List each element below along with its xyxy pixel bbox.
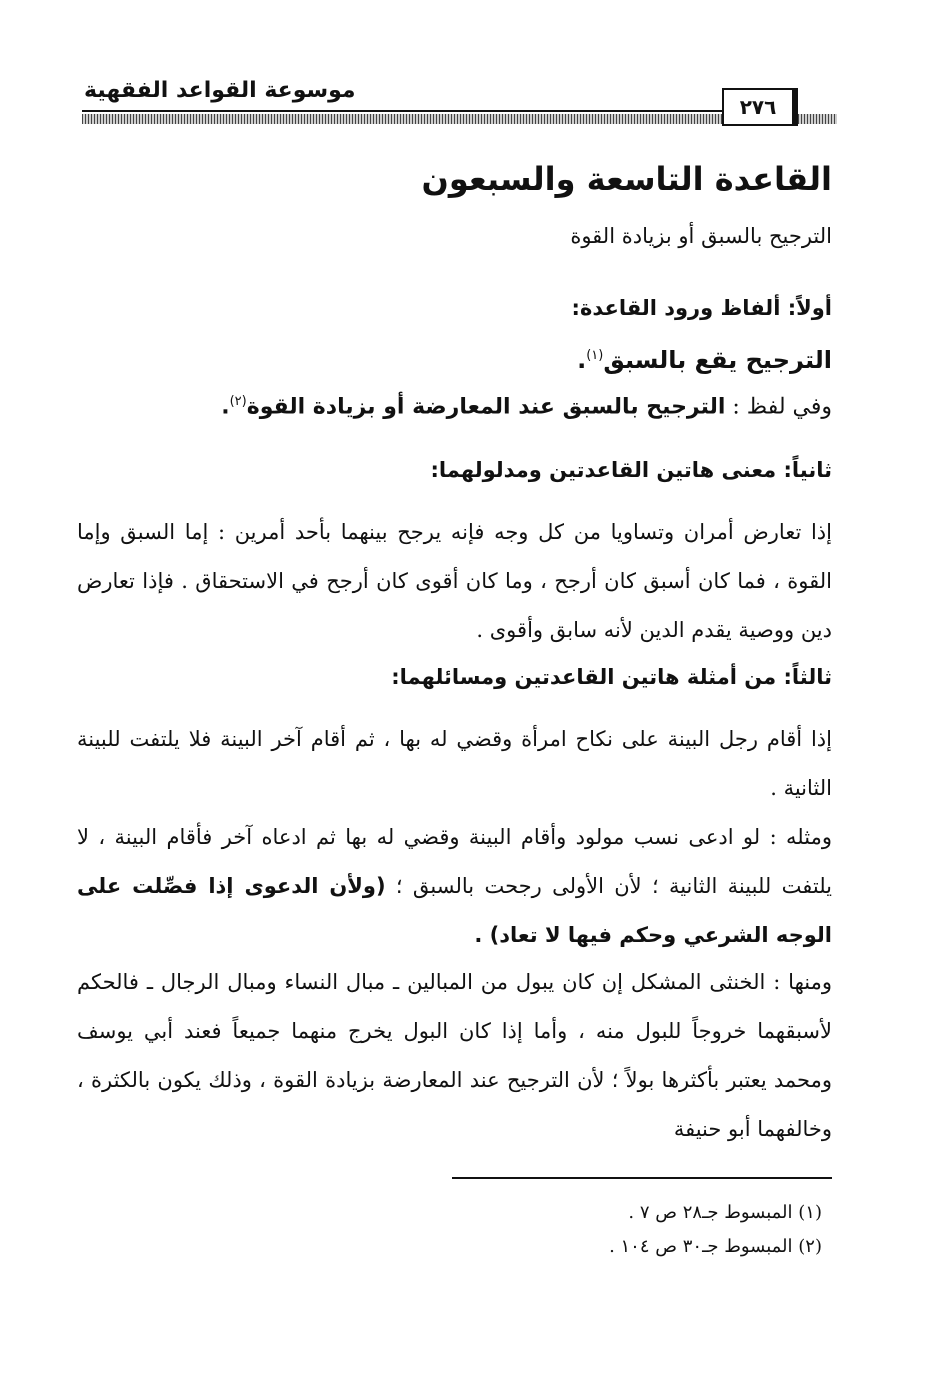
rule-wording-2-prefix: وفي لفظ : (725, 394, 832, 420)
rule-subtitle: الترجيح بالسبق أو بزيادة القوة (570, 224, 832, 248)
page-number: ٢٧٦ (722, 88, 798, 126)
section-heading-examples: ثالثاً: من أمثلة هاتين القاعدتين ومسائلهما: (391, 665, 832, 689)
footnote-ref-2: (٢) (229, 394, 247, 409)
rule-wording-1 (577, 346, 832, 374)
rule-wording-2-end: . (221, 394, 230, 420)
example-paragraph-1: إذا أقام رجل البينة على نكاح امرأة وقضي له بها ، ثم أقام آخر البينة فلا يلتفت للبينة الثانية . (77, 727, 832, 800)
header-rule (82, 110, 722, 112)
book-title: موسوعة القواعد الفقهية (84, 78, 356, 103)
header-hatch-band (82, 114, 722, 124)
footnote-1: (١) المبسوط جـ٢٨ ص ٧ . (628, 1202, 822, 1223)
header-hatch-band-right (798, 114, 837, 124)
rule-wording-1-text: الترجيح يقع بالسبق (603, 346, 832, 374)
footnotes (609, 1196, 822, 1264)
example-paragraph-2-text: ومثله : لو ادعى نسب مولود وأقام البينة وقضي له بها ثم ادعاه آخر فأقام البينة ، لا يلتفت للبينة الثانية ؛ لأن الأولى رجحت بالسبق ؛ (77, 825, 832, 898)
example-paragraph-3: ومنها : الخنثى المشكل إن كان يبول من المبالين ـ مبال النساء ومبال الرجال ـ فالحكم لأسبقهما خروجاً للبول منه ، وأما إذا كان البول يخرج منهما جميعاً فعند أبي يوسف ومحمد يعتبر بأكثرها بولاً ؛ لأن الترجيح عند المعارضة بزيادة القوة ، وذلك يكون بالكثرة ، وخالفهما أبو حنيفة (77, 970, 832, 1141)
example-paragraph-2-emphasis: (ولأن الدعوى إذا فصِّلت على الوجه الشرعي وحكم فيها لا تعاد) . (77, 874, 832, 947)
rule-wording-1-end: . (577, 346, 587, 374)
example-paragraph-2 (77, 813, 832, 960)
footnote-ref-1: (١) (586, 348, 604, 363)
footnote-separator (452, 1177, 832, 1179)
page-header (82, 76, 837, 128)
rule-wording-2 (221, 394, 832, 419)
section-heading-meaning: ثانياً: معنى هاتين القاعدتين ومدلولهما: (430, 458, 832, 482)
rule-wording-2-text: الترجيح بالسبق عند المعارضة أو بزيادة القوة (246, 394, 726, 420)
section-heading-wording: أولاً: ألفاظ ورود القاعدة: (571, 296, 832, 320)
footnote-2: (٢) المبسوط جـ٣٠ ص ١٠٤ . (609, 1236, 822, 1257)
meaning-paragraph: إذا تعارض أمران وتساويا من كل وجه فإنه يرجح بينهما بأحد أمرين : إما السبق وإما القوة ، فما كان أسبق كان أرجح ، وما كان أقوى كان أرجح في الاستحقاق . فإذا تعارض دين ووصية يقدم الدين لأنه سابق وأقوى . (77, 520, 832, 642)
rule-title: القاعدة التاسعة والسبعون (421, 160, 832, 198)
